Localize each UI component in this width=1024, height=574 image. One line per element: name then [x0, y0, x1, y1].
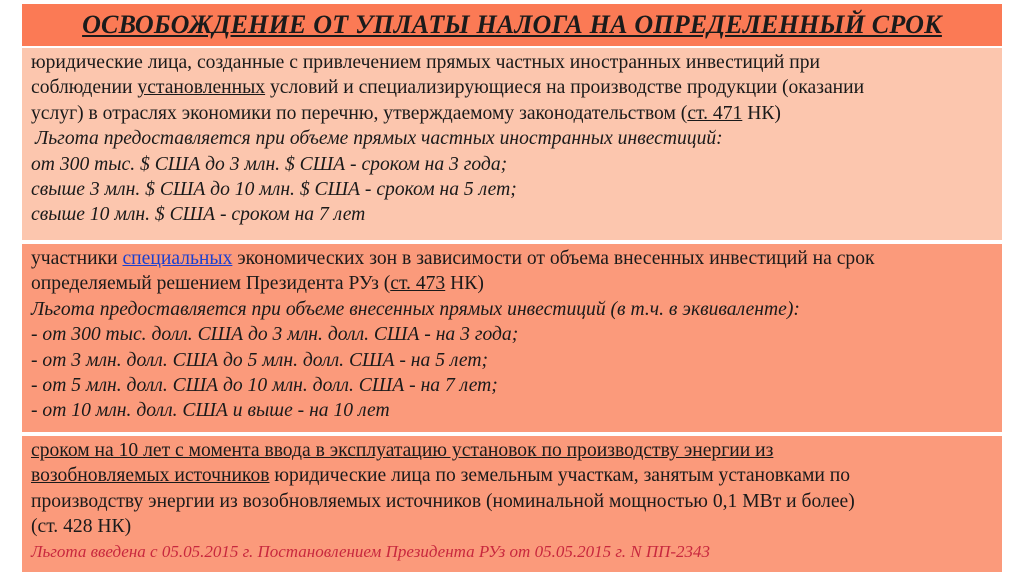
block1-tier2: свыше 3 млн. $ США до 10 млн. $ США - сроком на 5 лет;: [31, 179, 517, 201]
block2-line2: [31, 271, 994, 296]
special-zones-link[interactable]: специальных: [122, 248, 233, 269]
block2-tier4: - от 10 млн. долл. США и выше - на 10 лет: [31, 400, 390, 422]
text: экономических зон в зависимости от объема внесенных инвестиций на срок: [232, 248, 875, 269]
slide-title: ОСВОБОЖДЕНИЕ ОТ УПЛАТЫ НАЛОГА НА ОПРЕДЕЛЕННЫЙ СРОК: [82, 10, 942, 39]
article-ref: ст. 471: [687, 102, 743, 124]
text: НК): [742, 102, 781, 124]
block1-line1: юридические лица, созданные с привлечением прямых частных иностранных инвестиций при: [31, 52, 821, 73]
underlined-term: установленных: [137, 77, 266, 99]
text: определяемый решением Президента РУз (: [31, 273, 391, 295]
text: услуг) в отраслях экономики по перечню, утверждаемому законодательством (: [31, 102, 688, 124]
title-bar: [22, 4, 1002, 48]
block2-line1: [31, 246, 994, 271]
block3-line4: (ст. 428 НК): [31, 516, 132, 538]
text: условий и специализирующиеся на производстве продукции (оказании: [265, 77, 865, 99]
block1-tier1: от 300 тыс. $ США до 3 млн. $ США - сроком на 3 года;: [31, 153, 508, 175]
block1-tier3: свыше 10 млн. $ США - сроком на 7 лет: [31, 204, 366, 226]
block2-tier1: - от 300 тыс. долл. США до 3 млн. долл. США - на 3 года;: [31, 324, 519, 346]
text: юридические лица по земельным участкам, занятым установками по: [269, 465, 851, 487]
block1-line3: [31, 101, 994, 126]
block3-line1: сроком на 10 лет с момента ввода в эксплуатацию установок по производству энергии из: [31, 440, 774, 461]
block1-benefit-heading: Льгота предоставляется при объеме прямых частных иностранных инвестиций:: [35, 128, 723, 150]
text: участники: [31, 248, 123, 269]
block1-line2: [31, 75, 994, 100]
block2-tier2: - от 3 млн. долл. США до 5 млн. долл. США - на 5 лет;: [31, 349, 489, 371]
block3-line3: производству энергии из возобновляемых источников (номинальной мощностью 0,1 МВт и более): [31, 490, 855, 512]
underlined-term: возобновляемых источников: [31, 465, 270, 487]
text: соблюдении: [31, 77, 138, 99]
block3-line2: [31, 463, 994, 488]
block2-tier3: - от 5 млн. долл. США до 10 млн. долл. США - на 7 лет;: [31, 375, 498, 397]
text: НК): [445, 273, 484, 295]
block3-note: Льгота введена с 05.05.2015 г. Постановлением Президента РУз от 05.05.2015 г. N ПП-2343: [31, 541, 711, 561]
block2-benefit-heading: Льгота предоставляется при объеме внесенных прямых инвестиций (в т.ч. в эквиваленте):: [31, 298, 800, 320]
article-ref: ст. 473: [390, 273, 446, 295]
block-renewable-energy: [22, 436, 1002, 572]
block-special-economic-zones: [22, 244, 1002, 434]
slide: [22, 4, 1002, 572]
block-foreign-investment: [22, 48, 1002, 242]
